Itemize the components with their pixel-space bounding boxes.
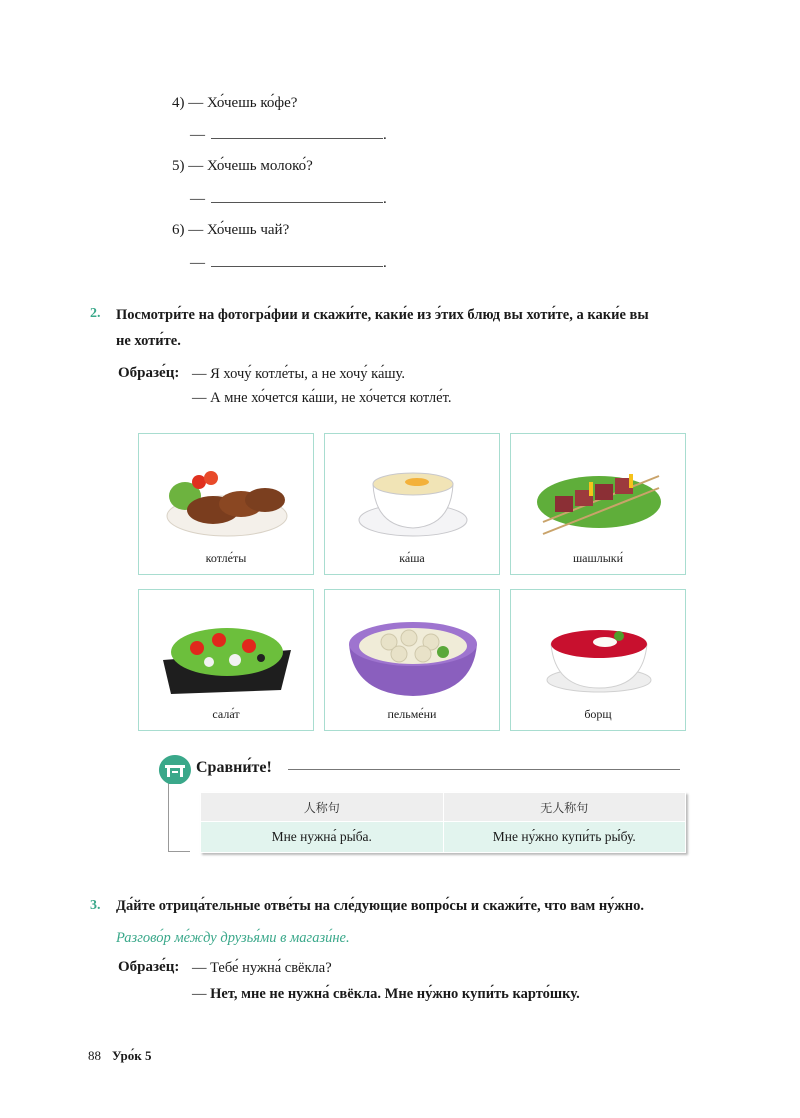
task-3-number: 3. xyxy=(90,898,101,913)
borscht-image xyxy=(529,600,669,700)
answer-blank[interactable] xyxy=(211,190,383,203)
sample-line-2: — Нет, мне не нужна́ свёкла. Мне ну́жно купи́ть карто́шку. xyxy=(192,986,580,1002)
compare-table-row xyxy=(201,822,686,853)
sample-label: Образе́ц: xyxy=(118,365,180,381)
question-4 xyxy=(172,95,297,112)
dish-card-shashlik xyxy=(510,433,686,575)
compare-icon xyxy=(158,754,192,784)
answer-line-5[interactable]: — . xyxy=(190,191,387,207)
compare-frame-bottom xyxy=(168,851,190,852)
dish-caption: сала́т xyxy=(212,707,240,721)
dish-card-borscht xyxy=(510,589,686,731)
porridge-image xyxy=(343,444,483,544)
item-number: 6) xyxy=(172,222,185,238)
compare-title: Сравни́те! xyxy=(196,759,272,776)
compare-col1-example: Мне нужна́ ры́ба. xyxy=(201,822,444,853)
answer-line-4[interactable]: — . xyxy=(190,127,387,143)
item-number: 4) xyxy=(172,95,185,111)
answer-blank[interactable] xyxy=(211,126,383,139)
task-3-instruction: Да́йте отрица́тельные отве́ты на сле́дующие вопро́сы и скажи́те, что вам ну́жно. xyxy=(116,898,644,914)
salad-image xyxy=(157,600,297,700)
question-text: — Хо́чешь молоко́? xyxy=(188,158,313,174)
answer-line-6[interactable]: — . xyxy=(190,255,387,271)
compare-table-header xyxy=(201,793,686,822)
dish-card-salad xyxy=(138,589,314,731)
lesson-label: Уро́к 5 xyxy=(112,1048,152,1063)
answer-blank[interactable] xyxy=(211,254,383,267)
compare-table xyxy=(200,792,686,853)
item-number: 5) xyxy=(172,158,185,174)
dish-caption: ка́ша xyxy=(399,551,425,565)
sample-line-2: — А мне хо́чется ка́ши, не хо́чется котле́т. xyxy=(192,390,452,406)
compare-col2-example: Мне ну́жно купи́ть ры́бу. xyxy=(443,822,686,853)
task-2-instruction: Посмотри́те на фотогра́фии и скажи́те, каки́е из э́тих блюд вы хоти́те, а каки́е вы не хоти́те. xyxy=(116,307,649,349)
sample-line-1: — Я хочу́ котле́ты, а не хочу́ ка́шу. xyxy=(192,366,405,382)
dish-caption: пельме́ни xyxy=(387,707,437,721)
dish-caption: борщ xyxy=(584,707,612,721)
dish-caption: котле́ты xyxy=(205,551,247,565)
pelmeni-image xyxy=(343,600,483,700)
question-5 xyxy=(172,158,313,175)
task-2-number: 2. xyxy=(90,306,101,321)
sample-label: Образе́ц: xyxy=(118,959,180,975)
compare-col1-header: 人称句 xyxy=(201,793,444,822)
page-number: 88 xyxy=(88,1048,101,1063)
question-text: — Хо́чешь чай? xyxy=(188,222,290,238)
compare-title-rule xyxy=(288,769,680,770)
compare-frame-left xyxy=(168,778,169,852)
question-text: — Хо́чешь ко́фе? xyxy=(188,95,298,111)
dish-caption: шашлыки́ xyxy=(572,551,624,565)
dish-card-porridge xyxy=(324,433,500,575)
dish-card-pelmeni xyxy=(324,589,500,731)
question-6 xyxy=(172,222,289,239)
compare-col2-header: 无人称句 xyxy=(443,793,686,822)
dish-card-cutlets xyxy=(138,433,314,575)
cutlets-image xyxy=(157,444,297,544)
task-3-subtitle: Разгово́р ме́жду друзья́ми в магази́не. xyxy=(116,930,350,946)
shashlik-image xyxy=(529,444,669,544)
sample-line-1: — Тебе́ нужна́ свёкла? xyxy=(192,960,332,976)
